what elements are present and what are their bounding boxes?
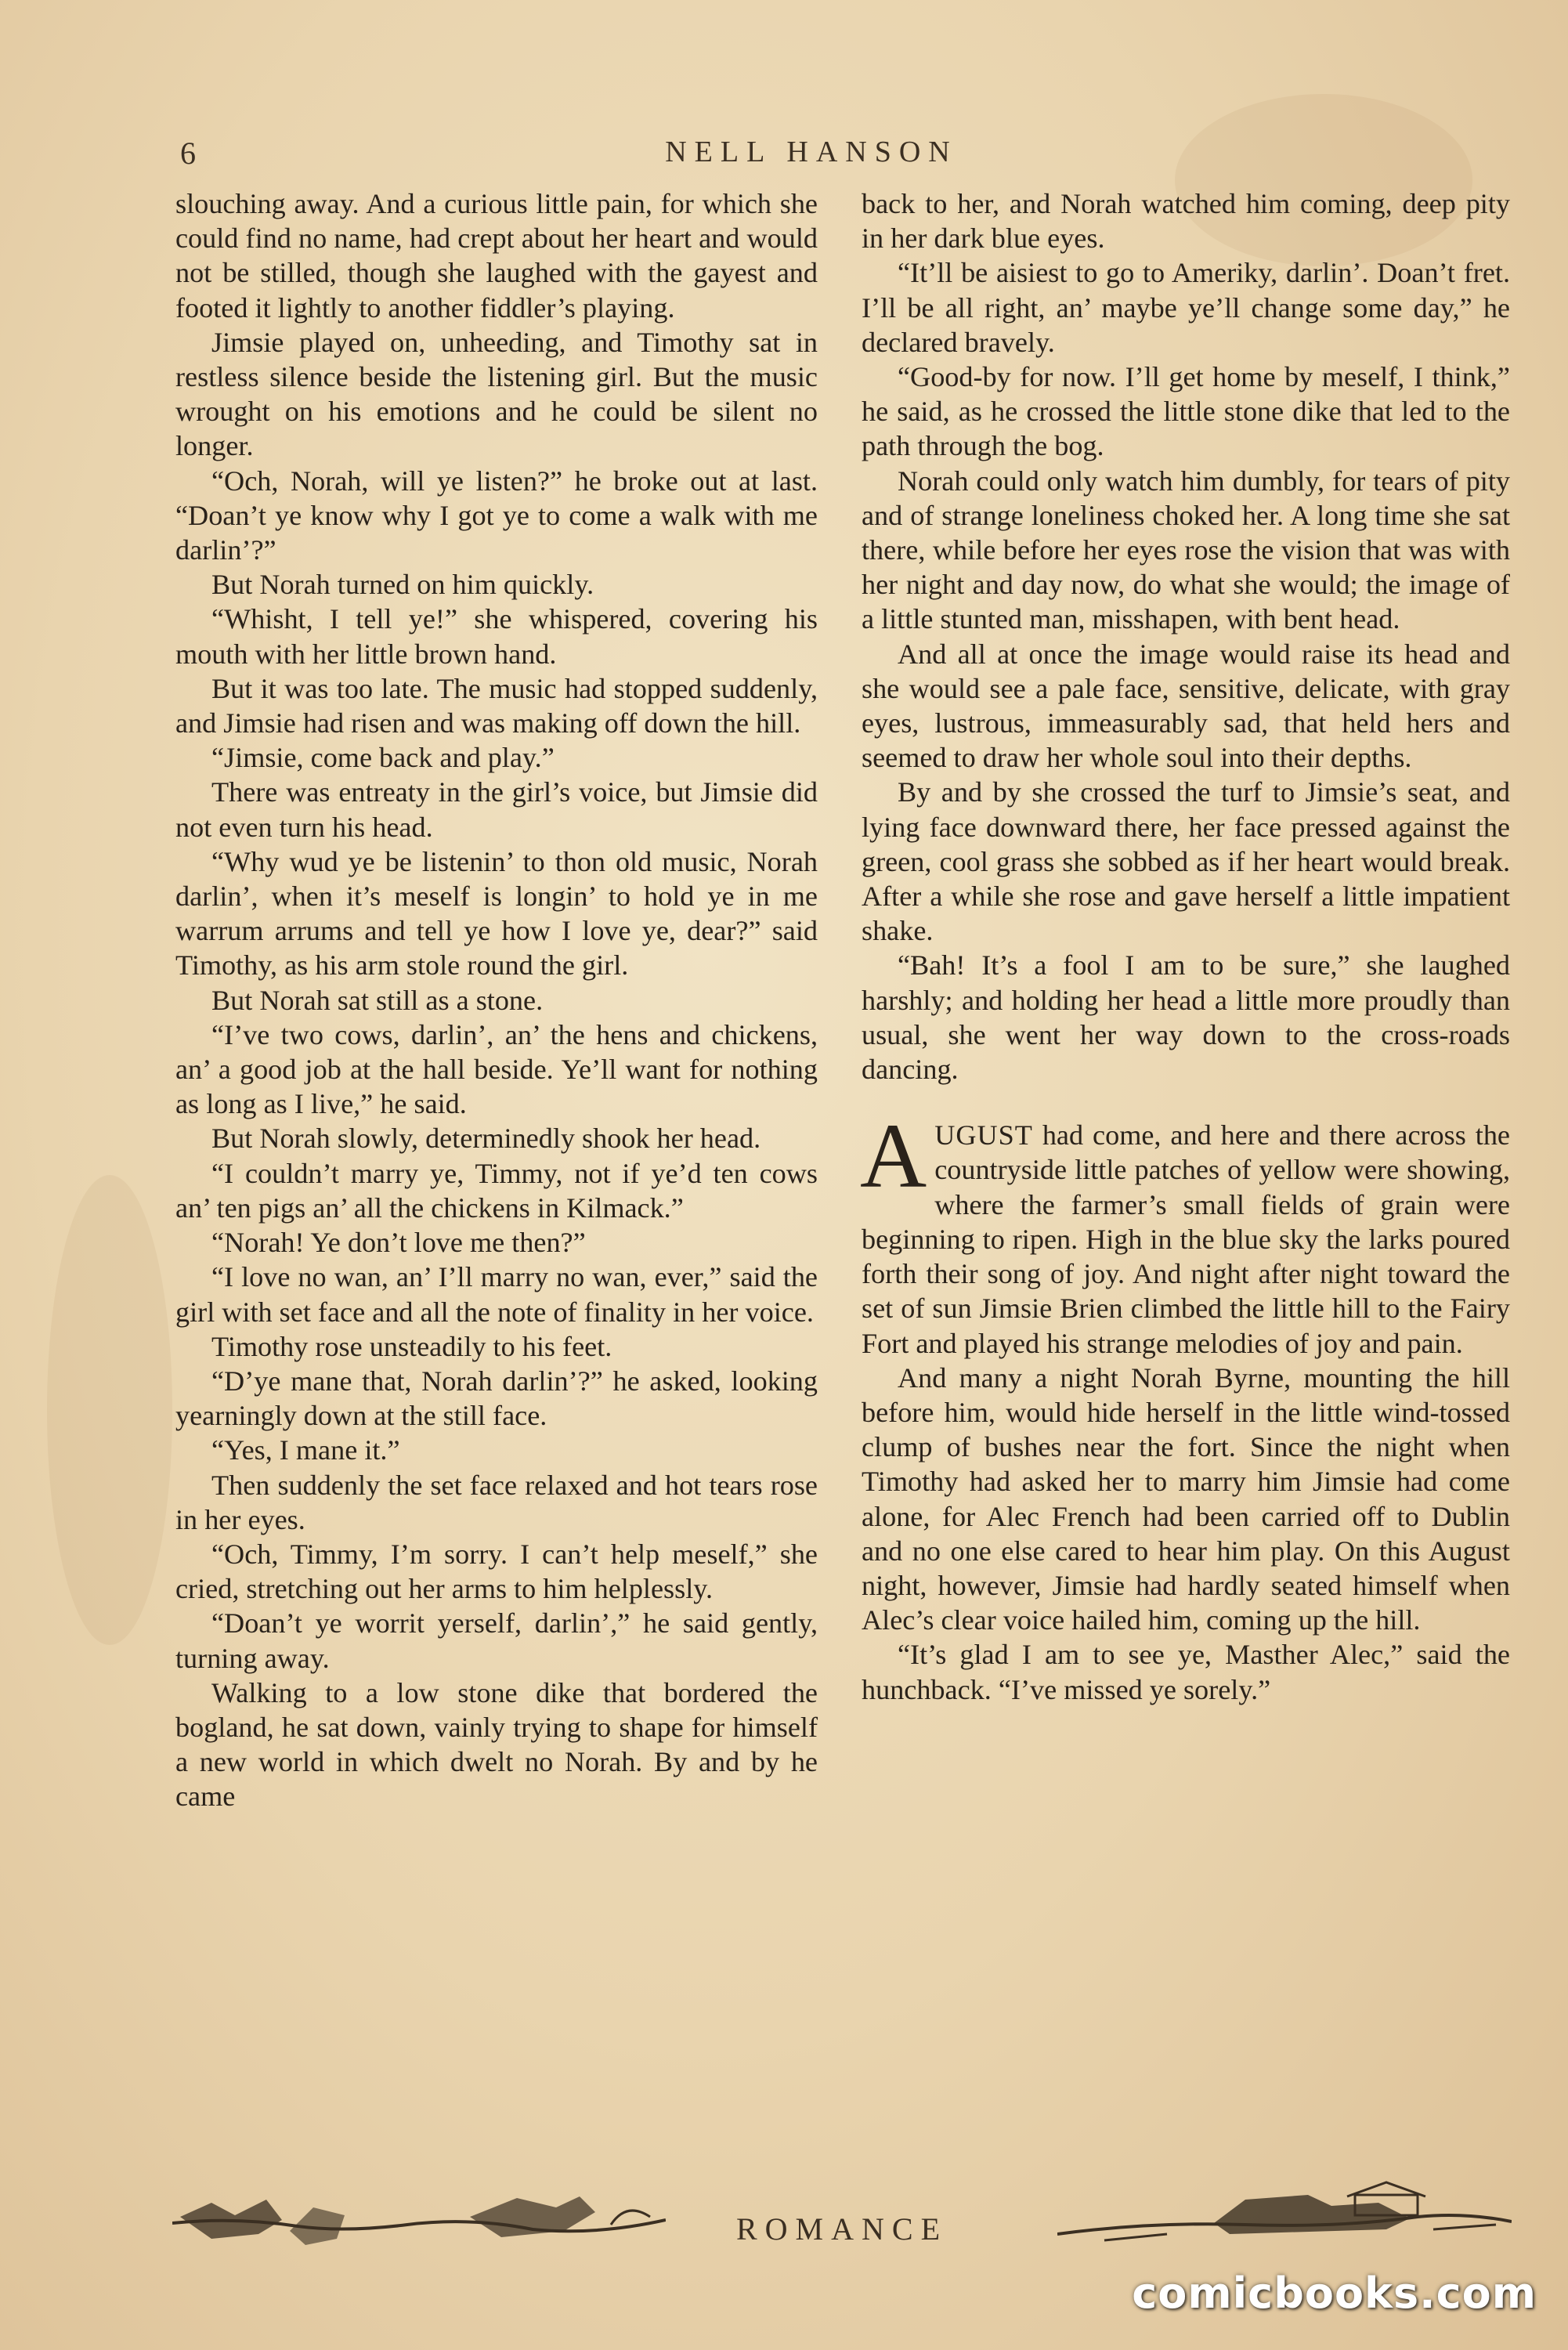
paragraph: “Jimsie, come back and play.” [211, 742, 555, 774]
paragraph: Then suddenly the set face relaxed and hot tears rose in her eyes. [175, 1469, 818, 1535]
paragraph: back to her, and Norah watched him coming, deep pity in her dark blue eyes. [862, 188, 1510, 255]
running-title: NELL HANSON [665, 136, 958, 168]
paragraph: “Yes, I mane it.” [211, 1434, 400, 1466]
section-paragraphs [862, 1361, 1510, 1707]
paragraph: “It’ll be aisiest to go to Ameriky, darlin’. Doan’t fret. I’ll be all right, an’ maybe ye’ll change some day,” he declared bravely. [862, 257, 1510, 358]
paragraph: Walking to a low stone dike that bordered the bogland, he sat down, vainly trying to shape for himself a new world in which dwelt no Norah. By and by he came [175, 1676, 818, 1813]
paragraph: “Och, Timmy, I’m sorry. I can’t help meself,” she cried, stretching out her arms to him helplessly. [175, 1538, 818, 1605]
paragraph: And many a night Norah Byrne, mounting the hill before him, would hide herself in the little wind-tossed clump of bushes near the fort. Since the night when Timothy had asked her to marry him Jimsie had come alone, for Alec French had been carried off to Dublin and no one else cared to hear him play. On this August night, however, Jimsie had hardly seated himself when Alec’s clear voice hailed him, coming up the hill. [862, 1361, 1510, 1636]
paragraph: By and by she crossed the turf to Jimsie’s seat, and lying face downward there, her face pressed against the green, cool grass she sobbed as if her heart would break. After a while she rose and gave herself a little impatient shake. [862, 776, 1510, 947]
watermark-logo: comicbooks.com [1132, 2269, 1537, 2318]
paragraph: “I couldn’t marry ye, Timmy, not if ye’d ten cows an’ ten pigs an’ all the chickens in Kilmack.” [175, 1157, 818, 1224]
paragraph: “Why wud ye be listenin’ to thon old music, Norah darlin’, when it’s meself is longin’ to hold ye in me warrum arrums and tell ye how I love ye, dear?” said Timothy, as his arm stole round the girl. [175, 845, 818, 982]
page-footer [172, 2178, 1512, 2272]
section-opening-paragraph [860, 1104, 1510, 1360]
section-first-word-rest: UGUST [934, 1119, 1033, 1152]
paragraph: But it was too late. The music had stopped suddenly, and Jimsie had risen and was making off down the hill. [175, 672, 818, 739]
left-column [175, 186, 818, 1814]
section-first-paragraph-rest: had come, and here and there across the countryside little patches of yellow were showing, where the farmer’s small fields of grain were beginning to ripen. High in the blue sky the larks poured forth their song of joy. And night after night toward the set of sun Jimsie Brien climbed the little hill to the Fairy Fort and played his strange melodies of joy and pain. [862, 1119, 1510, 1359]
paragraph: “Doan’t ye worrit yerself, darlin’,” he said gently, turning away. [175, 1607, 818, 1674]
paragraph: “Whisht, I tell ye!” she whispered, covering his mouth with her little brown hand. [175, 603, 818, 670]
paragraph: But Norah sat still as a stone. [211, 984, 544, 1016]
right-column-continued-text [862, 186, 1510, 1086]
paragraph: slouching away. And a curious little pain, for which she could find no name, had crept about her heart and would not be stilled, though she laughed with the gayest and footed it lightly to another fiddler’s playing. [175, 188, 818, 324]
paragraph: Norah could only watch him dumbly, for tears of pity and of strange loneliness choked her. A long time she sat there, while before her eyes rose the vision that was with her night and day now, do what she would; the image of a little stunted man, misshapen, with bent head. [862, 465, 1510, 635]
right-column [862, 186, 1510, 1707]
paragraph: Jimsie played on, unheeding, and Timothy sat in restless silence beside the listening girl. But the music wrought on his emotions and he could be silent no longer. [175, 326, 818, 462]
magazine-title: ROMANCE [735, 2211, 948, 2247]
paragraph: “Norah! Ye don’t love me then?” [211, 1227, 586, 1259]
paragraph: But Norah turned on him quickly. [211, 569, 594, 601]
paragraph: “It’s glad I am to see ye, Masther Alec,” said the hunchback. “I’ve missed ye sorely.” [862, 1639, 1510, 1705]
paragraph: “D’ye mane that, Norah darlin’?” he asked, looking yearningly down at the still face. [175, 1365, 818, 1432]
paragraph: “Och, Norah, will ye listen?” he broke out at last. “Doan’t ye know why I got ye to come a walk with me darlin’?” [175, 465, 818, 566]
paragraph: “I love no wan, an’ I’ll marry no wan, ever,” said the girl with set face and all the note of finality in her voice. [175, 1261, 818, 1328]
paragraph: There was entreaty in the girl’s voice, but Jimsie did not even turn his head. [175, 776, 818, 843]
paragraph: “I’ve two cows, darlin’, an’ the hens and chickens, an’ a good job at the hall beside. Ye’ll want for nothing as long as I live,” he said. [175, 1018, 818, 1120]
paragraph: “Good-by for now. I’ll get home by meself, I think,” he said, as he crossed the little stone dike that led to the path through the bog. [862, 361, 1510, 462]
paragraph: “Bah! It’s a fool I am to be sure,” she laughed harshly; and holding her head a little more proudly than usual, she went her way down to the cross-roads dancing. [862, 949, 1510, 1086]
page-header [172, 132, 1451, 179]
paragraph: And all at once the image would raise its head and she would see a pale face, sensitive, delicate, with gray eyes, lustrous, immeasurably sad, that held hers and seemed to draw her whole soul into their depths. [862, 638, 1510, 774]
drop-cap: A [860, 1104, 927, 1208]
paragraph: But Norah slowly, determinedly shook her head. [211, 1123, 761, 1155]
paper-stain [47, 1175, 172, 1645]
page-number: 6 [180, 136, 196, 171]
paragraph: Timothy rose unsteadily to his feet. [211, 1330, 612, 1362]
footer-ornament-right-icon [1057, 2178, 1512, 2256]
